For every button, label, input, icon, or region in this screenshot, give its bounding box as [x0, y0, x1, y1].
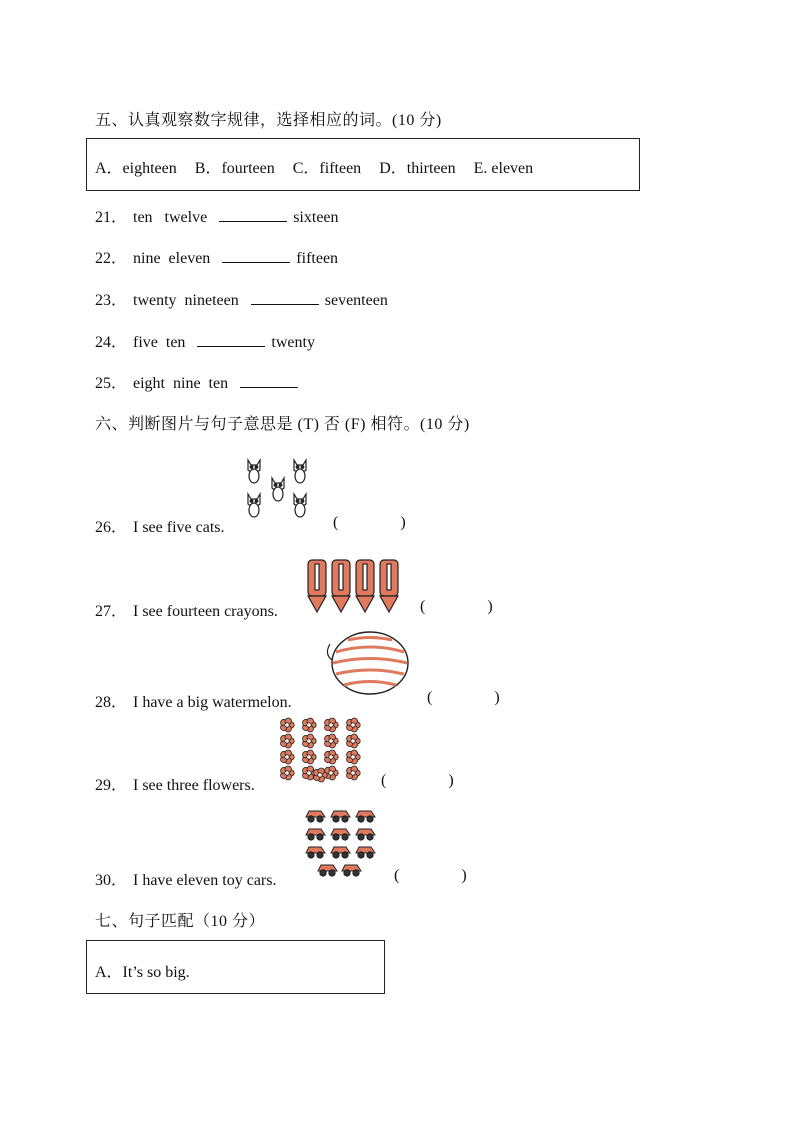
- question-26: [95, 514, 225, 537]
- question-text: I have a big watermelon.: [133, 694, 292, 711]
- answer-blank[interactable]: [240, 386, 298, 388]
- option-e: E. eleven: [473, 160, 534, 177]
- section-7-heading: 七、句子匹配（10 分）: [95, 913, 266, 930]
- section-6-heading: 六、判断图片与句子意思是 (T) 否 (F) 相符。(10 分): [95, 416, 470, 433]
- toy-car-mark: [342, 865, 361, 876]
- paren-open: (: [420, 598, 426, 615]
- option-b: B．fourteen: [194, 160, 275, 177]
- question-text-after: sixteen: [293, 209, 339, 226]
- flower-mark: [347, 734, 361, 748]
- paren-close: ): [487, 598, 493, 615]
- paren-open: (: [381, 772, 387, 789]
- paren-close: ): [448, 772, 454, 789]
- paren-close: ): [461, 867, 467, 884]
- section-5-heading: 五、认真观察数字规律，选择相应的词。(10 分): [95, 112, 442, 129]
- word-options-box: [86, 138, 640, 191]
- flower-mark: [281, 766, 295, 780]
- toy-car-mark: [318, 865, 337, 876]
- question-text-after: twenty: [271, 334, 315, 351]
- sentence-match-box: [86, 940, 385, 994]
- question-24: [95, 329, 315, 352]
- question-number: 25．: [95, 375, 128, 392]
- option-d: D．thirteen: [379, 160, 456, 177]
- question-text: I see fourteen crayons.: [133, 603, 278, 620]
- question-29: [95, 772, 255, 795]
- toy-car-mark: [356, 829, 375, 840]
- question-23: [95, 287, 388, 310]
- question-text: five ten: [133, 334, 186, 351]
- crayons-icon: [306, 558, 402, 614]
- flower-mark: [347, 766, 361, 780]
- question-number: 30．: [95, 872, 128, 889]
- flower-mark: [281, 718, 295, 732]
- toy-car-mark: [331, 829, 350, 840]
- question-27: [95, 598, 278, 621]
- option-a: A．eighteen: [95, 160, 177, 177]
- word-options: [95, 155, 533, 178]
- flower-mark: [281, 750, 295, 764]
- cats-icon: [244, 456, 316, 530]
- answer-parens-28[interactable]: [427, 689, 500, 707]
- flower-mark: [325, 718, 339, 732]
- toy-car-mark: [331, 847, 350, 858]
- answer-blank[interactable]: [197, 345, 265, 347]
- question-number: 22．: [95, 250, 128, 267]
- question-28: [95, 689, 292, 712]
- question-number: 28．: [95, 694, 128, 711]
- flower-mark: [325, 750, 339, 764]
- option-c: C．fifteen: [292, 160, 362, 177]
- question-number: 24．: [95, 334, 128, 351]
- question-text: ten twelve: [133, 209, 208, 226]
- paren-open: (: [427, 689, 433, 706]
- answer-parens-30[interactable]: [394, 867, 467, 885]
- question-22: [95, 245, 338, 268]
- flower-mark: [347, 718, 361, 732]
- toy-car-mark: [306, 829, 325, 840]
- paren-close: ): [494, 689, 500, 706]
- toy-car-mark: [356, 847, 375, 858]
- answer-parens-26[interactable]: [333, 514, 406, 532]
- toy-car-mark: [331, 811, 350, 822]
- flower-mark: [281, 734, 295, 748]
- flower-mark: [303, 750, 317, 764]
- flower-mark: [303, 718, 317, 732]
- answer-blank[interactable]: [219, 220, 287, 222]
- question-number: 23．: [95, 292, 128, 309]
- flower-mark: [303, 734, 317, 748]
- question-text: nine eleven: [133, 250, 211, 267]
- paren-open: (: [333, 514, 339, 531]
- paren-close: ): [400, 514, 406, 531]
- answer-parens-29[interactable]: [381, 772, 454, 790]
- question-text: I see five cats.: [133, 519, 225, 536]
- sentence-option-a: A．It’s so big.: [95, 964, 190, 981]
- question-text: eight nine ten: [133, 375, 229, 392]
- answer-blank[interactable]: [251, 303, 319, 305]
- question-number: 26．: [95, 519, 128, 536]
- toy-car-mark: [306, 847, 325, 858]
- flower-mark: [347, 750, 361, 764]
- question-30: [95, 867, 276, 890]
- question-number: 27．: [95, 603, 128, 620]
- question-number: 21．: [95, 209, 128, 226]
- question-21: [95, 204, 339, 227]
- question-text-after: seventeen: [324, 292, 388, 309]
- question-25: [95, 370, 304, 393]
- question-text-after: fifteen: [296, 250, 339, 267]
- flower-mark: [325, 734, 339, 748]
- answer-parens-27[interactable]: [420, 598, 493, 616]
- answer-blank[interactable]: [222, 261, 290, 263]
- question-text: I have eleven toy cars.: [133, 872, 277, 889]
- flowers-icon: [277, 715, 367, 787]
- watermelon-icon: [322, 630, 412, 696]
- toy-cars-icon: [302, 805, 380, 881]
- toy-car-mark: [306, 811, 325, 822]
- question-text: twenty nineteen: [133, 292, 239, 309]
- toy-car-mark: [356, 811, 375, 822]
- paren-open: (: [394, 867, 400, 884]
- question-number: 29．: [95, 777, 128, 794]
- question-text: I see three flowers.: [133, 777, 255, 794]
